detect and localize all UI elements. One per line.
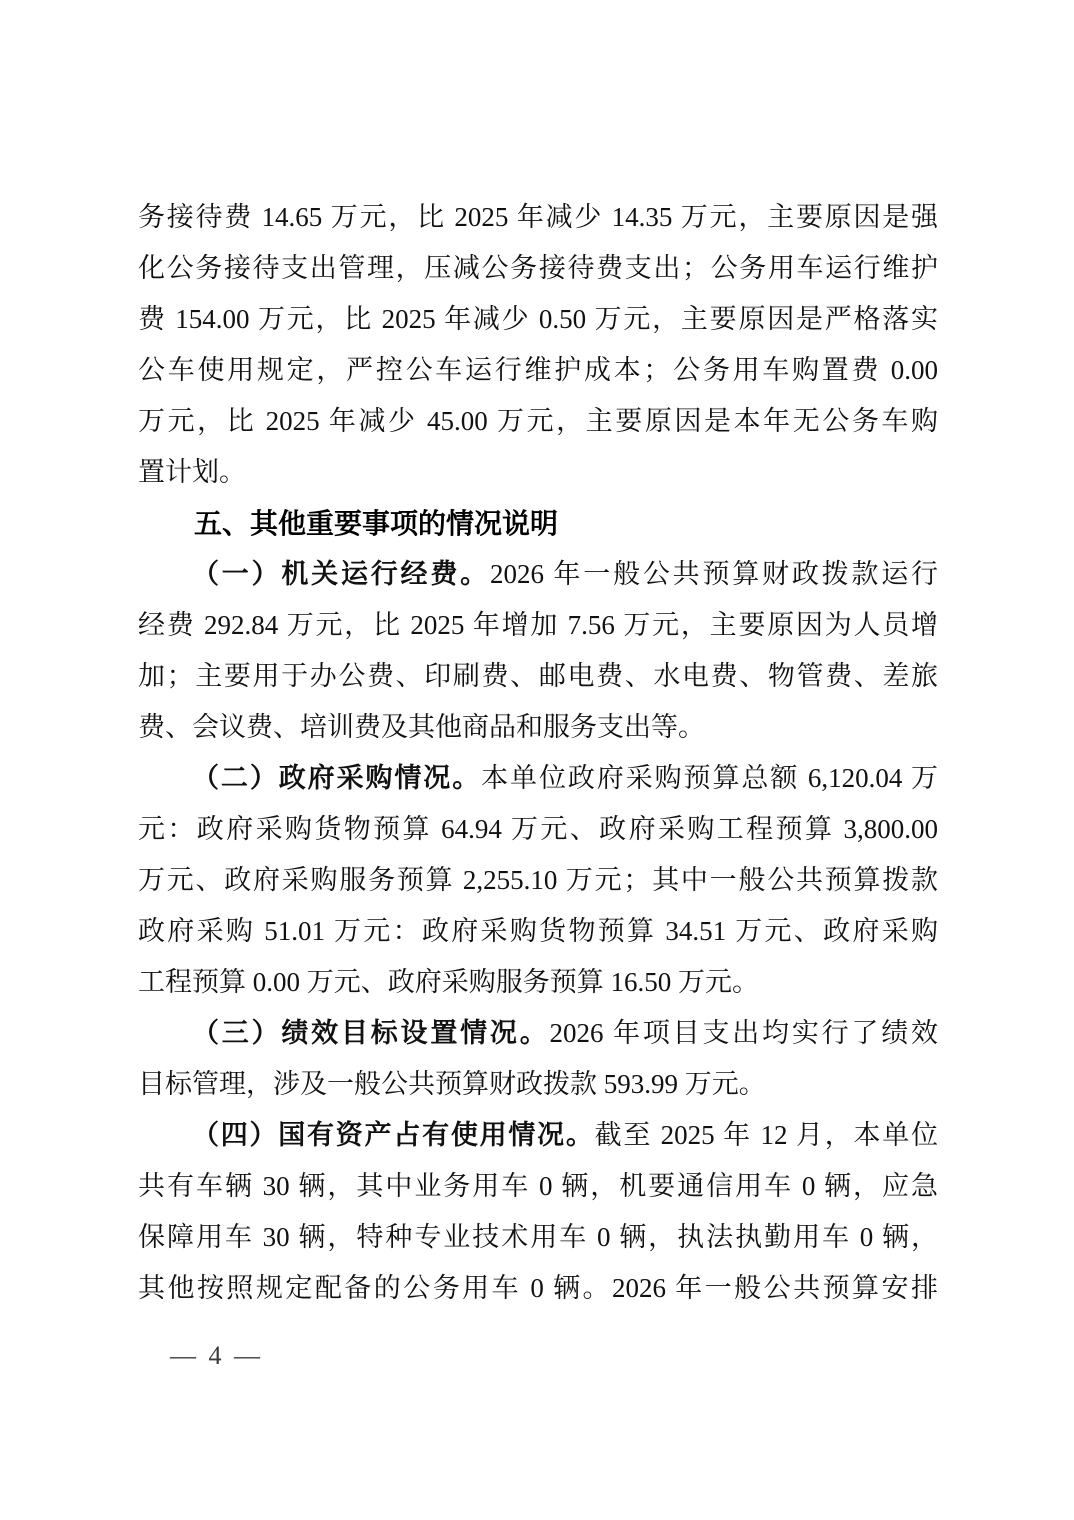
body-text: 万元、政府采购服务预算 2,255.10 万元；其中一般公共预算拨款	[138, 865, 938, 895]
text-line	[138, 447, 938, 498]
text-line	[138, 1008, 938, 1059]
text-line	[138, 1212, 938, 1263]
text-line	[138, 855, 938, 906]
bold-lead-text: （三）绩效目标设置情况。	[192, 1018, 550, 1048]
text-line	[138, 345, 938, 396]
body-text: 经费 292.84 万元，比 2025 年增加 7.56 万元，主要原因为人员增	[138, 610, 938, 640]
text-line	[138, 294, 938, 345]
body-text: 本单位政府采购预算总额 6,120.04 万	[481, 763, 939, 793]
bold-lead-text: 五、其他重要事项的情况说明	[194, 508, 559, 539]
text-line	[138, 192, 938, 243]
body-text: 工程预算 0.00 万元、政府采购服务预算 16.50 万元。	[138, 967, 759, 997]
text-line	[138, 651, 938, 702]
body-text: 目标管理，涉及一般公共预算财政拨款 593.99 万元。	[138, 1069, 766, 1099]
text-line	[138, 1059, 938, 1110]
document-lines	[138, 192, 938, 1314]
body-text: 政府采购 51.01 万元：政府采购货物预算 34.51 万元、政府采购	[138, 916, 938, 946]
text-line	[138, 1161, 938, 1212]
text-line	[138, 804, 938, 855]
text-line	[138, 1110, 938, 1161]
body-text: 元：政府采购货物预算 64.94 万元、政府采购工程预算 3,800.00	[138, 814, 938, 844]
body-text: 保障用车 30 辆，特种专业技术用车 0 辆，执法执勤用车 0 辆，	[138, 1222, 938, 1252]
text-line	[138, 549, 938, 600]
body-text: 费 154.00 万元，比 2025 年减少 0.50 万元，主要原因是严格落实	[138, 304, 938, 334]
bold-lead-text: （四）国有资产占有使用情况。	[192, 1120, 595, 1150]
page-number: — 4 —	[170, 1341, 263, 1370]
text-line	[138, 243, 938, 294]
text-line	[138, 753, 938, 804]
body-text: 费、会议费、培训费及其他商品和服务支出等。	[138, 712, 705, 742]
text-line	[138, 957, 938, 1008]
body-text: 万元，比 2025 年减少 45.00 万元，主要原因是本年无公务车购	[138, 406, 938, 436]
bold-lead-text: （一）机关运行经费。	[192, 559, 490, 589]
text-line	[138, 702, 938, 753]
body-text: 截至 2025 年 12 月，本单位	[594, 1120, 939, 1150]
body-text: 公车使用规定，严控公车运行维护成本；公务用车购置费 0.00	[138, 355, 938, 385]
text-line	[138, 1263, 938, 1314]
body-text: 置计划。	[138, 457, 246, 487]
body-text: 2026 年项目支出均实行了绩效	[549, 1018, 939, 1048]
body-text: 2026 年一般公共预算财政拨款运行	[489, 559, 939, 589]
text-line	[138, 600, 938, 651]
text-line	[138, 396, 938, 447]
section-heading	[138, 498, 938, 549]
body-text: 化公务接待支出管理，压减公务接待费支出；公务用车运行维护	[138, 253, 938, 283]
text-line	[138, 906, 938, 957]
body-text: 务接待费 14.65 万元，比 2025 年减少 14.35 万元，主要原因是强	[138, 202, 938, 232]
body-text: 加；主要用于办公费、印刷费、邮电费、水电费、物管费、差旅	[138, 661, 938, 691]
body-text: 共有车辆 30 辆，其中业务用车 0 辆，机要通信用车 0 辆，应急	[138, 1171, 938, 1201]
bold-lead-text: （二）政府采购情况。	[192, 763, 482, 793]
body-text: 其他按照规定配备的公务用车 0 辆。2026 年一般公共预算安排	[138, 1273, 938, 1303]
